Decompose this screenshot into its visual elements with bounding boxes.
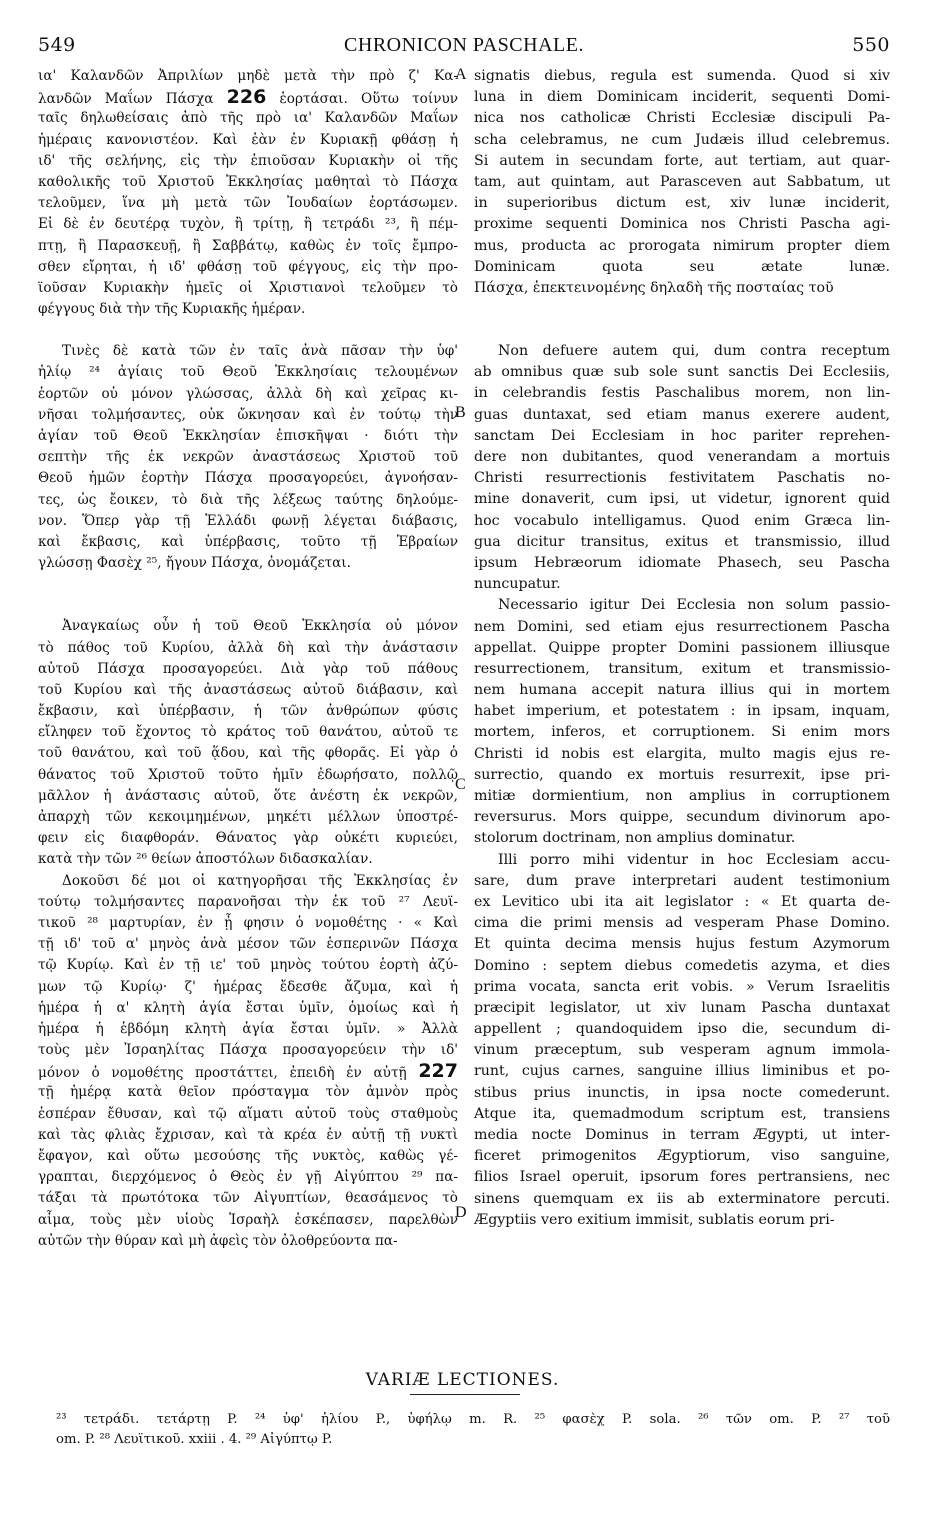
text-line: reversurus. Mors quippe, secundum divinorum apo- [474,809,890,826]
text-line: ἑσπέραν ἔθυσαν, καὶ τῷ αἵματι αὐτοῦ τοὺς σταθμοὺς [38,1105,458,1122]
text-line: τῇ ιδ' τοῦ α' μηνὸς ἀνὰ μέσον τῶν ἑσπερινῶν Πάσχα [38,936,458,953]
text-line: signatis diebus, regula est sumenda. Quod si xiv [474,68,890,84]
text-line: γραπται, διερχόμενος ὁ Θεὸς ἐν γῇ Αἰγύπτου ²⁹ πα- [38,1169,458,1186]
text-line: vinum præceptum, sub vesperam agnum immola- [474,1042,890,1059]
text-line: sanctam Dei Ecclesiam in hoc pariter reprehen- [474,427,890,444]
text-line: φειν εἰς διαφθοράν. Θάνατος γὰρ οὐκέτι κυριεύει, [38,830,458,847]
text-line: mine donaverit, cum ipsi, ut videtur, ignorent quid [474,491,890,508]
text-line: Si autem in secundam forte, aut tertiam, aut quar- [474,152,890,169]
text-line: μόνον ὁ νομοθέτης προστάττει, ἐπειδὴ ἐν αὐτῇ 227 [38,1061,458,1083]
text-line: Atque ita, quemadmodum scriptum est, transiens [474,1105,890,1122]
text-line: καθολικῆς τοῦ Χριστοῦ Ἐκκλησίας μαθηταὶ τὸ Πάσχα [38,173,458,190]
page-title: CHRONICON PASCHALE. [344,34,584,56]
section-number: 227 [418,1061,458,1083]
text-line: Θεοῦ ἡμῶν ἑορτὴν Πάσχα προσαγορεύει, ἀγνοήσαν- [38,470,458,487]
text-line: ἔφαγον, καὶ οὕτω μεσούσης τῆς νυκτὸς, καθὼς γέ- [38,1148,458,1164]
text-line: γλώσσῃ Φασὲχ ²⁵, ἤγουν Πάσχα, ὀνομάζεται. [38,555,351,572]
text-line: τοῦ θανάτου, καὶ τοῦ ᾅδου, καὶ τῆς φθορᾶς. Εἰ γὰρ ὁ [38,745,458,762]
text-line: ϊοῦσαν Κυριακὴν ἡμεῖς οἱ Χριστιανοὶ τελοῦμεν τὸ [38,279,458,296]
text-line: ex Levitico ubi ita ait legislator : « Et quarta de- [474,893,890,910]
text-line: hoc vocabulo intelligamus. Quod enim Græca lin- [474,512,890,529]
text-line: Necessario igitur Dei Ecclesia non solum passio- [498,597,890,614]
text-line: tam, aut quintam, aut Parasceven aut Sabbatum, ut [474,173,890,190]
text-line: nuncupatur. [474,576,561,593]
margin-letter-b: B [455,404,466,421]
text-line: τοὺς μὲν Ἰσραηλίτας Πάσχα προσαγορεύειν τὴν ιδ' [38,1042,458,1059]
text-line: guas duntaxat, sed etiam manus exerere audent, [474,406,890,423]
text-line: prima vocata, sancta erit vobis. » Verum Israelitis [474,978,890,995]
text-line: media nocte Dominus in terram Ægypti, ut inter- [474,1127,890,1143]
text-line: sinens quemquam ex iis ab exterminatore percuti. [474,1190,890,1207]
text-line: Dominicam quota seu ætate lunæ. [474,258,890,275]
margin-letter-c: C [455,776,466,793]
text-line: in superioribus dictum est, xiv lunæ inciderit, [474,195,890,212]
text-line: nica nos catholicæ Christi Ecclesiæ discipuli Pa- [474,110,890,127]
text-line: resurrectionem, transitum, exitum et transmissio- [474,660,890,677]
text-line: appellent ; quandoquidem ipso die, secundum di- [474,1021,890,1038]
text-line: Δοκοῦσι δέ μοι οἱ κατηγορῆσαι τῆς Ἐκκλησίας ἐν [62,872,458,889]
text-line: ἀπαρχὴ τῶν κεκοιμημένων, μηκέτι μέλλων ὑποστρέ- [38,809,458,825]
text-line: σεπτὴν τῆς ἐκ νεκρῶν ἀναστάσεως Χριστοῦ τοῦ [38,449,458,466]
text-line: mortem, inferos, et corruptionem. Si enim mors [474,724,890,741]
text-line: dere non dubitantes, quod venerandam a mortuis [474,449,890,465]
text-line: ficeret primogenitos Ægyptiorum, viso sanguine, [474,1148,890,1165]
text-line: stolorum doctrinam, non amplius dominatur. [474,830,796,847]
heading-rule [410,1394,520,1395]
text-line: μων τῷ Κυρίῳ· ζ' ἡμέρας ἔδεσθε ἄζυμα, καὶ ἡ [38,978,458,995]
text-line: ἡμέρα ἡ α' κλητὴ ἁγία ἔσται ὑμῖν, ὁμοίως καὶ ἡ [38,999,458,1016]
text-line: αἷμα, τοὺς μὲν υἱοὺς Ἰσραὴλ ἐσκέπασεν, παρελθὼν [38,1211,458,1228]
text-line: μᾶλλον ἡ ἀνάστασις αὐτοῦ, ὅτε ἀνέστη ἐκ νεκρῶν, [38,787,458,804]
text-line: αὐτοῦ Πάσχα προσαγορεύει. Διὰ γὰρ τοῦ πάθους [38,660,458,677]
text-line: τῷ Κυρίῳ. Καὶ ἐν τῇ ιε' τοῦ μηνὸς τούτου ἑορτὴ ἀζύ- [38,957,458,974]
margin-letter-a: A [455,66,467,83]
text-line: ια' Καλανδῶν Ἀπριλίων μηδὲ μετὰ τὴν πρὸ ζ' Κα- [38,68,458,84]
text-line: λανδῶν Μαΐων Πάσχα 226 ἑορτάσαι. Οὕτω τοίνυν [38,87,458,109]
variae-lectiones-heading: VARIÆ LECTIONES. [365,1370,560,1390]
text-line: runt, cujus carnes, sanguine illius liminibus et po- [474,1063,890,1080]
text-line: κατὰ τὴν τῶν ²⁶ θείων ἀποστόλων διδασκαλίαν. [38,851,373,868]
note-line: om. P. ²⁸ Λευϊτικοῦ. xxiii . 4. ²⁹ Αἰγύπτῳ P. [56,1432,333,1447]
paragraph-gap [38,574,458,595]
text-line: θάνατος τοῦ Χριστοῦ τοῦτο ἡμῖν ἐδωρήσατο, πολλῷ [38,766,458,783]
greek-column [38,66,458,1252]
text-line: luna in diem Dominicam inciderit, sequenti Domi- [474,89,890,106]
text-line: σθεν εἴρηται, ἡ ιδ' φθάσῃ τοῦ φέγγους, εἰς τὴν προ- [38,258,458,275]
text-line: τάξαι τὰ πρωτότοκα τῶν Αἰγυπτίων, θεασάμενος τὸ [38,1190,458,1207]
text-line: τῇ ἡμέρᾳ κατὰ θεῖον πρόσταγμα τὸν ἀμνὸν πρὸς [38,1084,458,1101]
page-number-right: 550 [852,34,890,56]
text-line: τοῦ Κυρίου καὶ τῆς ἀναστάσεως αὐτοῦ διάβασιν, καὶ [38,681,458,698]
paragraph-gap [38,320,458,341]
text-line: mus, producta ac prorogata nimirum propter diem [474,237,890,254]
text-line: scha celebramus, ne cum Judæis illud celebremus. [474,131,890,148]
text-line: ἁγίαν τοῦ Θεοῦ Ἐκκλησίαν ἐπισκῆψαι · διότι τὴν [38,428,458,444]
text-line: τὸ πάθος τοῦ Κυρίου, ἀλλὰ δὴ καὶ τὴν ἀνάστασιν [38,639,458,656]
text-line: ἡλίῳ ²⁴ ἁγίαις τοῦ Θεοῦ Ἐκκλησίαις τελουμένων [38,364,458,381]
text-line: Ἀναγκαίως οὖν ἡ τοῦ Θεοῦ Ἐκκλησία οὐ μόνον [62,618,458,635]
text-line: habet imperium, et potestatem : in ipsam, inquam, [474,703,890,720]
paragraph-gap [38,595,458,616]
text-line: in celebrandis festis Paschalibus morem, non lin- [474,385,890,402]
text-line: ἑορτῶν οὐ μόνον γλώσσας, ἀλλὰ δὴ καὶ χεῖρας κι- [38,385,458,402]
text-line: sare, dum prave interpretari audent testimonium [474,872,890,889]
variant-readings [56,1410,890,1450]
text-line: Ægyptiis vero exitium immisit, sublatis eorum pri- [474,1211,835,1228]
text-line: εἴληφεν τοῦ ἔχοντος τὸ κράτος τοῦ θανάτου, αὐτοῦ τε [38,724,458,741]
text-line: gua dicitur transitus, exitus et transmissio, illud [474,533,890,550]
text-line: Christi id nobis est elargita, multo magis ejus re- [474,745,890,762]
text-line: ἡμέραις κανονιστέον. Καὶ ἐὰν ἐν Κυριακῇ φθάσῃ ἡ [38,131,458,148]
text-line: τες, ὡς ἔοικεν, τὸ διὰ τῆς λέξεως ταύτης δηλούμε- [38,491,458,508]
text-line: ipsum Hebræorum idiomate Phasech, seu Pascha [474,554,890,571]
text-line: appellat. Quippe propter Domini passionem illiusque [474,639,890,656]
text-line: ἔκβασιν, καὶ ὑπέρβασιν, ἡ τῶν ἀνθρώπων φύσις [38,703,458,720]
text-line: νον. Ὅπερ γὰρ τῇ Ἑλλάδι φωνῇ λέγεται διάβασις, [38,512,458,529]
text-line: αὐτῶν τὴν θύραν καὶ μὴ ἀφεὶς τὸν ὀλοθρεύοντα πα- [38,1232,398,1249]
text-line: mitiæ dormientium, non amplius in corruptionem [474,788,890,804]
text-line: ταῖς δηλωθείσαις ἀπὸ τῆς πρὸ ια' Καλανδῶν Μαΐων [38,110,458,127]
running-header [38,34,890,62]
margin-letter-d: D [455,1204,467,1221]
paragraph-gap [474,299,890,320]
text-line: ab omnibus quæ sub sole sunt sanctis Dei Ecclesiis, [474,364,890,381]
text-line: ἡμέρα ἡ ἑβδόμη κλητὴ ἁγία ἔσται ὑμῖν. » Ἀλλὰ [38,1020,458,1037]
latin-column [474,66,890,1231]
text-line: καὶ τὰς φλιὰς ἔχρισαν, καὶ τὰ κρέα ἐν αὐτῇ τῇ νυκτὶ [38,1126,458,1143]
note-line: ²³ τετράδι. τετάρτῃ P. ²⁴ ὑφ' ἡλίου P., ὑφήλῳ m. R. ²⁵ φασὲχ P. sola. ²⁶ τῶν om. P. ²⁷ τοῦ [56,1412,890,1427]
text-line: Christi resurrectionis festivitatem Paschatis no- [474,470,890,487]
text-line: Et quinta decima mensis hujus festum Azymorum [474,936,890,953]
text-line: Non defuere autem qui, dum contra receptum [498,343,890,360]
page-number-left: 549 [38,34,76,56]
text-line: stibus prius inunctis, in ipsa nocte comederunt. [474,1084,890,1101]
text-line: præcipit legislator, ut xiv lunam Pascha duntaxat [474,999,890,1016]
text-line: νῆσαι τολμήσαντες, οὐκ ὤκνησαν καὶ ἐν τούτῳ τὴν [38,406,458,423]
text-line: καὶ ἔκβασις, καὶ ὑπέρβασις, τοῦτο τῇ Ἑβραίων [38,533,458,550]
text-line: Πάσχα, ἐπεκτεινομένης δηλαδὴ τῆς ποσταίας τοῦ [474,279,834,296]
text-line: Domino : septem diebus comedetis azyma, et dies [474,957,890,974]
text-line: ιδ' τῆς σελήνης, εἰς τὴν ἐπιοῦσαν Κυριακὴν οἱ τῆς [38,152,458,169]
text-line: nem Domini, sed etiam ejus resurrectionem Pascha [474,618,890,635]
text-line: filios Israel operuit, ipsorum fores pertransiens, nec [474,1169,890,1186]
text-line: Εἰ δὲ ἐν δευτέρᾳ τυχὸν, ἢ τρίτῃ, ἢ τετράδι ²³, ἢ πέμ- [38,216,458,233]
section-number: 226 [226,87,267,109]
text-line: proxime sequenti Dominica nos Christi Pascha agi- [474,216,890,233]
text-line: Illi porro mihi videntur in hoc Ecclesiam accu- [498,851,890,868]
text-line: τικοῦ ²⁸ μαρτυρίαν, ἐν ᾗ φησιν ὁ νομοθέτης · « Καὶ [38,914,458,931]
paragraph-gap [474,320,890,341]
text-line: φέγγους διὰ τὴν τῆς Κυριακῆς ἡμέραν. [38,301,306,318]
text-line: nem humana accepit natura illius qui in mortem [474,682,890,699]
text-line: surrectio, quando ex mortuis resurrexit, ipse pri- [474,766,890,783]
text-line: τούτῳ τολμήσαντες παρανοῆσαι τὴν ἐκ τοῦ ²⁷ Λευϊ- [38,893,458,910]
text-line: πτῃ, ἢ Παρασκευῇ, ἢ Σαββάτῳ, καθὼς ἐν τοῖς ἔμπρο- [38,237,458,254]
text-line: Τινὲς δὲ κατὰ τῶν ἐν ταῖς ἀνὰ πᾶσαν τὴν ὑφ' [62,343,458,360]
text-line: τελοῦμεν, ἵνα μὴ μετὰ τῶν Ἰουδαίων ἑορτάσωμεν. [38,195,458,212]
text-line: cima die primi mensis ad vesperam Phase Domino. [474,915,890,932]
